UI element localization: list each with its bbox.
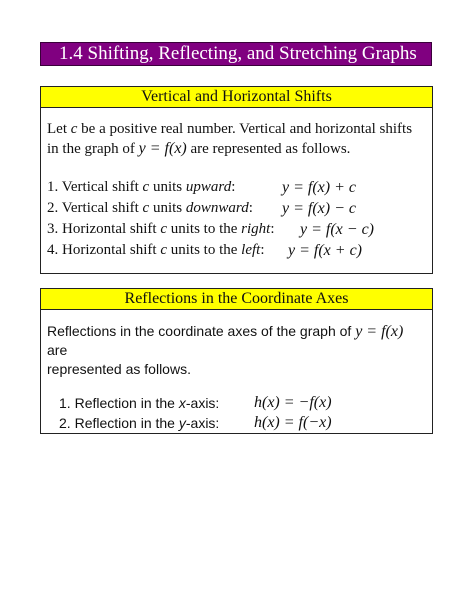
formula: y = f(x) − c [282, 200, 356, 217]
intro-text: in the graph of [47, 141, 139, 157]
list-item [47, 240, 426, 261]
item-text: units [149, 179, 186, 195]
section-heading: Vertical and Horizontal Shifts [41, 87, 432, 108]
list-item [47, 177, 426, 198]
item-number: 2. [47, 200, 59, 216]
variable-c: c [142, 200, 150, 216]
list-item [59, 413, 426, 433]
axis-name: x [178, 395, 186, 411]
item-number: 4. [47, 242, 59, 258]
intro-line-1 [47, 120, 426, 139]
formula: y = f(x) [138, 140, 187, 157]
variable-c: c [160, 221, 167, 237]
page-title: 1.4 Shifting, Reflecting, and Stretching Graphs [40, 42, 432, 66]
axis-name: y [178, 415, 186, 431]
variable-c: c [142, 179, 150, 195]
direction: right [241, 221, 271, 237]
item-text: -axis: [185, 395, 220, 411]
item-number: 1. [47, 179, 59, 195]
formula: y = f(x) + c [282, 179, 356, 196]
intro-text: are represented as follows. [186, 141, 351, 157]
item-text: units [149, 200, 186, 216]
intro-text: are [47, 342, 68, 358]
item-text: Vertical shift [58, 179, 143, 195]
reflections-box [40, 288, 433, 434]
formula: y = f(x) [355, 323, 404, 340]
section-heading: Reflections in the Coordinate Axes [41, 289, 432, 310]
direction: upward [185, 179, 232, 195]
reflection-list [47, 393, 426, 433]
item-text: units to the [167, 221, 242, 237]
item-text: : [260, 242, 265, 258]
formula: y = f(x − c) [300, 221, 374, 238]
item-text: Reflection in the [74, 415, 179, 431]
item-text: Horizontal shift [58, 221, 161, 237]
section-body [41, 108, 432, 261]
item-text: Vertical shift [58, 200, 143, 216]
item-text: Horizontal shift [58, 242, 161, 258]
intro-line-1 [47, 322, 426, 360]
direction: left [241, 242, 261, 258]
list-item [59, 393, 426, 413]
intro-text: Let [47, 121, 71, 137]
item-text: units to the [167, 242, 242, 258]
variable-c: c [70, 121, 78, 137]
formula: y = f(x + c) [288, 242, 362, 259]
item-text: : [231, 179, 236, 195]
item-text: -axis: [185, 415, 220, 431]
item-number: 3. [47, 221, 59, 237]
list-item [47, 198, 426, 219]
item-number: 1. [59, 395, 71, 411]
list-item [47, 219, 426, 240]
intro-line-2 [47, 139, 426, 159]
variable-c: c [160, 242, 167, 258]
section-body [41, 310, 432, 433]
item-text: : [248, 200, 253, 216]
shift-list [47, 177, 426, 261]
intro-text: be a positive real number. Vertical and horizontal shifts [77, 121, 413, 137]
direction: downward [185, 200, 249, 216]
vertical-horizontal-shifts-box [40, 86, 433, 274]
formula: h(x) = −f(x) [254, 394, 332, 411]
item-text: Reflection in the [74, 395, 179, 411]
formula: h(x) = f(−x) [254, 414, 332, 431]
intro-line-2: represented as follows. [47, 361, 191, 377]
intro-text: Reflections in the coordinate axes of the graph of [47, 323, 356, 339]
item-text: : [270, 221, 275, 237]
item-number: 2. [59, 415, 71, 431]
